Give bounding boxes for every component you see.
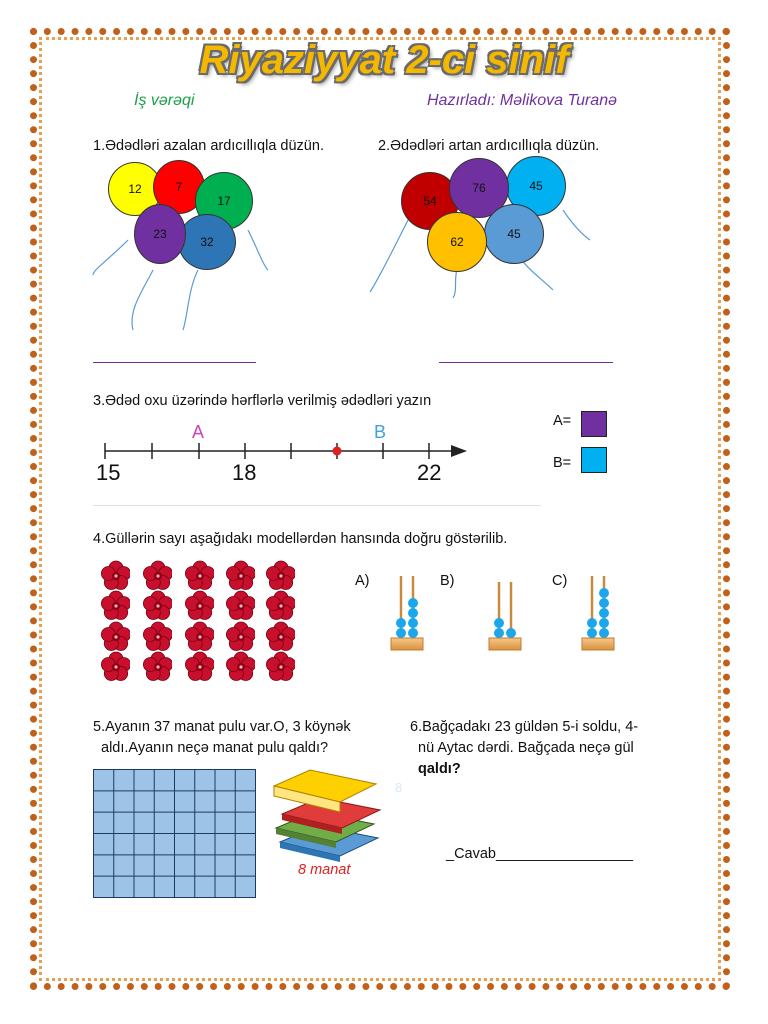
answer-b-label: B= — [553, 455, 572, 471]
question-6-line2: nü Aytac dərdi. Bağçada neçə gül — [418, 740, 634, 756]
flower-icon — [265, 560, 295, 590]
option-b-label[interactable]: B) — [440, 573, 455, 589]
number-line-start: 15 — [96, 460, 121, 485]
answer-b-box[interactable] — [581, 447, 607, 473]
flower-icon — [225, 651, 255, 681]
option-c-label[interactable]: C) — [552, 573, 568, 589]
balloon-q2-4-number: 62 — [450, 235, 464, 249]
flower-icon — [142, 560, 172, 590]
question-5-line2: aldı.Ayanın neçə manat pulu qaldı? — [101, 740, 329, 756]
option-a-label[interactable]: A) — [355, 573, 370, 589]
price-label: 8 manat — [298, 862, 351, 878]
worksheet-label: İş vərəqi — [134, 92, 195, 109]
author-label: Hazırladı: Məlikova Turanə — [427, 92, 617, 109]
flower-icon — [265, 621, 295, 651]
answer-line-1[interactable] — [93, 362, 256, 363]
flower-icon — [265, 651, 295, 681]
flower-icon — [225, 590, 255, 620]
letter-b-mark: B — [374, 422, 387, 442]
letter-a-mark: A — [192, 422, 205, 442]
answer-a-label: A= — [553, 413, 572, 429]
answer-a-box[interactable] — [581, 411, 607, 437]
flower-icon — [184, 651, 214, 681]
question-6-line3: qaldı? — [418, 761, 461, 777]
balloon-q1-5 — [178, 214, 236, 270]
flower-icon — [184, 621, 214, 651]
balloon-q1-3-number: 17 — [217, 194, 231, 208]
abacus-b — [489, 582, 521, 650]
abacus-models — [385, 572, 625, 658]
number-line-end: 22 — [417, 460, 442, 485]
hundred-grid[interactable] — [93, 769, 257, 899]
divider — [93, 505, 541, 506]
balloon-q2-5 — [484, 204, 544, 264]
flower-icon — [142, 590, 172, 620]
balloon-q1-4-number: 23 — [153, 227, 167, 241]
flower-icon — [184, 560, 214, 590]
page-title: Riyaziyyat 2-ci sinif — [199, 38, 569, 82]
question-2-text: 2.Ədədləri artan ardıcıllıqla düzün. — [378, 138, 600, 154]
answer-field[interactable]: _Cavab_________________ — [446, 846, 634, 862]
flower-icon — [265, 590, 295, 620]
flower-icon — [100, 651, 130, 681]
question-3-text: 3.Ədəd oxu üzərində hərflərlə verilmiş ədədləri yazın — [93, 393, 432, 409]
balloon-q2-5-number: 45 — [507, 227, 521, 241]
question-5-line1: 5.Ayanın 37 manat pulu var.O, 3 köynək — [93, 719, 351, 735]
flower-icon — [100, 621, 130, 651]
question-1-text: 1.Ədədləri azalan ardıcıllıqla düzün. — [93, 138, 324, 154]
flower-icon — [225, 621, 255, 651]
abacus-c — [582, 576, 614, 650]
balloon-q1-2-number: 7 — [175, 180, 183, 194]
flower-icon — [184, 590, 214, 620]
flower-icon — [225, 560, 255, 590]
question-4-text: 4.Güllərin sayı aşağıdakı modellərdən hansında doğru göstərilib. — [93, 531, 508, 547]
faint-mark: 8 — [395, 780, 403, 795]
books-icon — [270, 764, 385, 862]
balloon-q2-2-number: 76 — [472, 181, 486, 195]
balloon-q1-1-number: 12 — [128, 182, 142, 196]
question-6-line1: 6.Bağçadakı 23 güldən 5-i soldu, 4- — [410, 719, 639, 735]
abacus-a — [391, 576, 423, 650]
flower-icon — [100, 560, 130, 590]
balloon-q2-4 — [427, 212, 487, 272]
number-line-mid: 18 — [232, 460, 257, 485]
balloon-q2-3-number: 45 — [529, 179, 543, 193]
balloon-q1-5-number: 32 — [200, 235, 214, 249]
balloon-q1-4 — [134, 204, 186, 264]
flower-icon — [142, 621, 172, 651]
balloon-q2-1-number: 54 — [423, 194, 437, 208]
flower-icon — [100, 590, 130, 620]
answer-line-2[interactable] — [439, 362, 613, 363]
flower-icon — [142, 651, 172, 681]
